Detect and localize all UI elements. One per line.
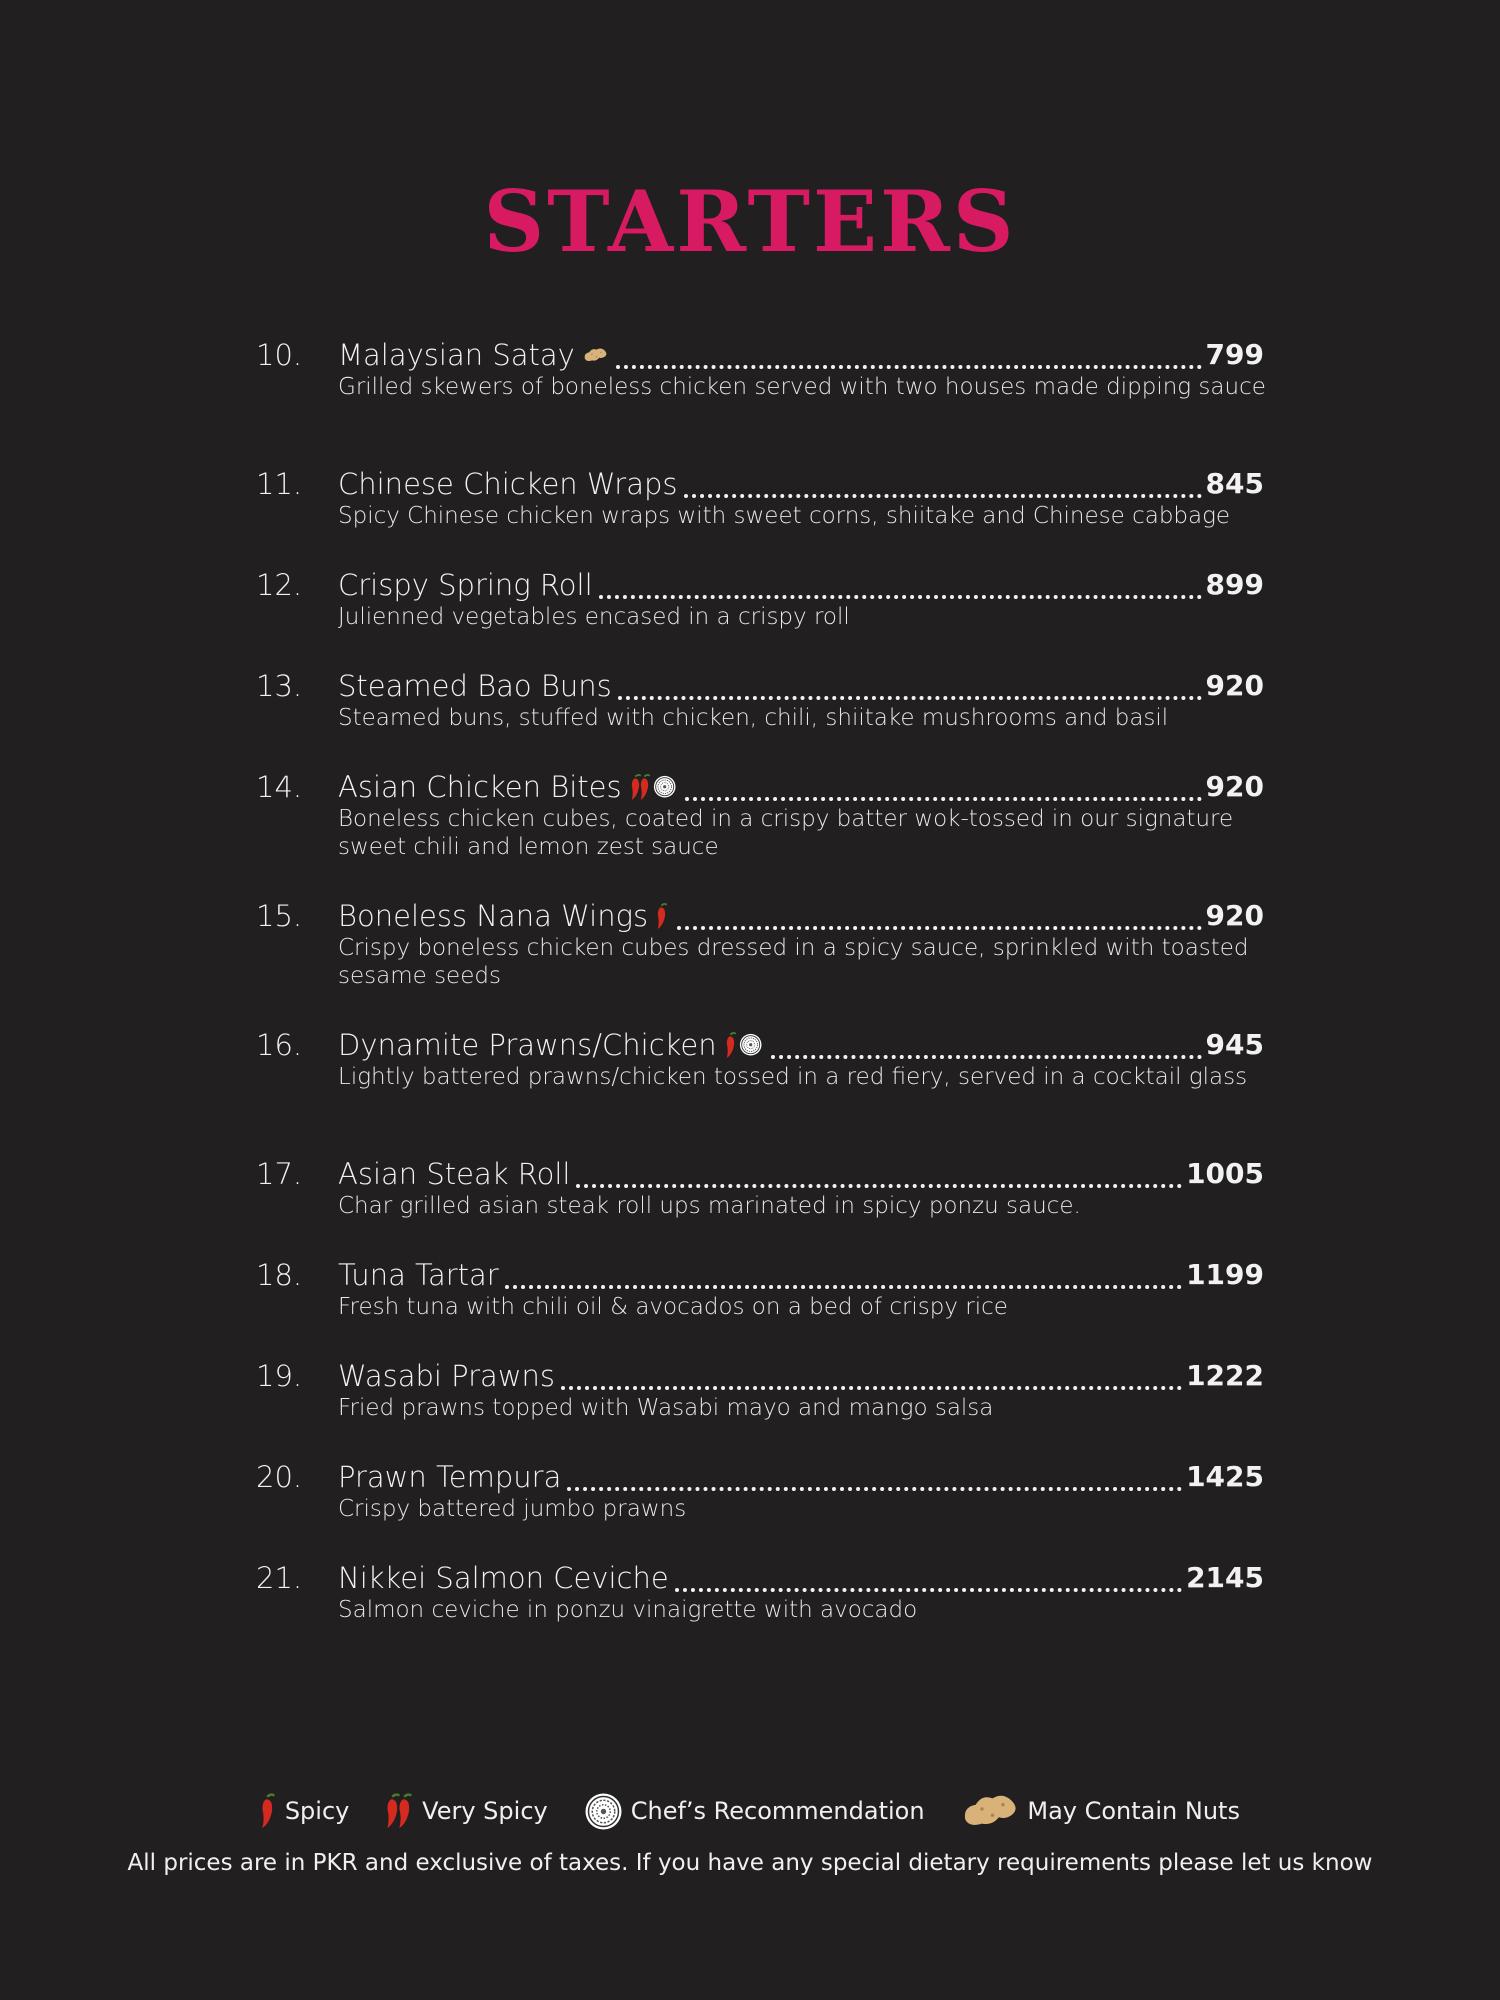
item-number: 13.: [256, 669, 303, 703]
item-name: Dynamite Prawns/Chicken: [338, 1028, 717, 1062]
menu-item: [256, 1154, 1264, 1255]
legend-very-spicy: [385, 1792, 547, 1830]
menu-item: [256, 464, 1264, 565]
legend: [0, 1790, 1500, 1832]
chef-recommendation-icon: [584, 1792, 631, 1831]
dot-leader: [677, 925, 1202, 930]
menu-item: [256, 565, 1264, 666]
item-header: [338, 1558, 1264, 1598]
item-description: Salmon ceviche in ponzu vinaigrette with avocado: [338, 1597, 918, 1623]
item-number: 12.: [256, 568, 303, 602]
page-title: STARTERS: [483, 172, 1017, 271]
menu-item: [256, 1025, 1264, 1154]
chef-recommendation-icon: [653, 775, 676, 798]
menu-item: [256, 767, 1264, 896]
item-name: Malaysian Satay: [338, 338, 575, 372]
item-number: 11.: [256, 467, 303, 501]
item-price: 945: [1205, 1028, 1264, 1061]
dot-leader: [675, 1587, 1182, 1592]
very-spicy-icon: [630, 773, 652, 802]
dot-leader: [616, 364, 1202, 369]
item-header: [338, 1457, 1264, 1497]
item-description: Fresh tuna with chili oil & avocados on a bed of crispy rice: [338, 1294, 1008, 1320]
nut-icon: [961, 1790, 1028, 1832]
nut-icon: [583, 346, 608, 364]
item-description: Boneless chicken cubes, coated in a crispy batter wok-tossed in our signature sweet chili and lemon zest sauce: [338, 806, 1234, 860]
item-name: Nikkei Salmon Ceviche: [338, 1561, 669, 1595]
item-number: 19.: [256, 1359, 303, 1393]
dish-icons: [630, 767, 679, 807]
item-header: [338, 464, 1264, 504]
item-number: 17.: [256, 1157, 303, 1191]
item-header: [338, 1025, 1264, 1065]
dot-leader: [576, 1183, 1182, 1188]
dot-leader: [567, 1486, 1182, 1491]
item-price: 1222: [1186, 1359, 1264, 1392]
item-number: 10.: [256, 338, 303, 372]
item-number: 14.: [256, 770, 303, 804]
item-price: 2145: [1186, 1561, 1264, 1594]
item-name: Prawn Tempura: [338, 1460, 562, 1494]
item-name: Tuna Tartar: [338, 1258, 499, 1292]
dot-leader: [618, 695, 1202, 700]
item-header: [338, 767, 1264, 807]
item-number: 18.: [256, 1258, 303, 1292]
dot-leader: [561, 1385, 1182, 1390]
item-price: 1199: [1186, 1258, 1264, 1291]
dot-leader: [684, 493, 1202, 498]
spicy-icon: [656, 902, 669, 931]
spicy-icon: [725, 1031, 738, 1060]
item-number: 15.: [256, 899, 303, 933]
legend-label: Spicy: [284, 1796, 350, 1825]
item-price: 920: [1205, 770, 1264, 803]
item-name: Steamed Bao Buns: [338, 669, 612, 703]
menu-list: [256, 335, 1264, 1659]
very-spicy-icon: [385, 1792, 422, 1830]
item-number: 16.: [256, 1028, 303, 1062]
item-price: 799: [1205, 338, 1264, 371]
item-header: [338, 1255, 1264, 1295]
item-description: Steamed buns, stuffed with chicken, chili, shiitake mushrooms and basil: [338, 705, 1169, 731]
item-number: 20.: [256, 1460, 303, 1494]
item-header: [338, 565, 1264, 605]
item-description: Lightly battered prawns/chicken tossed in a red fiery, served in a cocktail glass: [338, 1064, 1248, 1090]
dot-leader: [599, 594, 1202, 599]
menu-item: [256, 1356, 1264, 1457]
item-name: Wasabi Prawns: [338, 1359, 556, 1393]
legend-nuts: [961, 1790, 1240, 1832]
item-price: 845: [1205, 467, 1264, 500]
item-header: [338, 1356, 1264, 1396]
item-name: Asian Steak Roll: [338, 1157, 571, 1191]
dish-icons: [583, 335, 610, 375]
item-price: 1005: [1186, 1157, 1264, 1190]
item-description: Crispy boneless chicken cubes dressed in a spicy sauce, sprinkled with toasted sesame seeds: [338, 935, 1249, 989]
spicy-icon: [260, 1792, 285, 1830]
item-description: Fried prawns topped with Wasabi mayo and mango salsa: [338, 1395, 994, 1421]
menu-item: [256, 1558, 1264, 1659]
item-name: Chinese Chicken Wraps: [338, 467, 678, 501]
dot-leader: [771, 1054, 1202, 1059]
item-header: [338, 666, 1264, 706]
dish-icons: [725, 1025, 765, 1065]
dish-icons: [656, 896, 671, 936]
legend-chef-recommendation: [584, 1792, 925, 1831]
item-price: 920: [1205, 669, 1264, 702]
legend-label: Very Spicy: [422, 1796, 548, 1825]
item-price: 1425: [1186, 1460, 1264, 1493]
chef-recommendation-icon: [739, 1033, 762, 1056]
menu-item: [256, 335, 1264, 464]
item-header: [338, 1154, 1264, 1194]
menu-item: [256, 896, 1264, 1025]
dot-leader: [505, 1284, 1182, 1289]
item-description: Julienned vegetables encased in a crispy roll: [338, 604, 850, 630]
item-header: [338, 335, 1264, 375]
item-price: 899: [1205, 568, 1264, 601]
item-price: 920: [1205, 899, 1264, 932]
item-description: Grilled skewers of boneless chicken served with two houses made dipping sauce: [338, 374, 1266, 400]
dot-leader: [685, 796, 1202, 801]
item-header: [338, 896, 1264, 936]
item-description: Crispy battered jumbo prawns: [338, 1496, 687, 1522]
item-name: Boneless Nana Wings: [338, 899, 649, 933]
price-note: All prices are in PKR and exclusive of taxes. If you have any special dietary requirements please let us know: [127, 1850, 1373, 1876]
menu-item: [256, 666, 1264, 767]
item-number: 21.: [256, 1561, 303, 1595]
menu-item: [256, 1457, 1264, 1558]
item-description: Char grilled asian steak roll ups marinated in spicy ponzu sauce.: [338, 1193, 1081, 1219]
legend-label: Chef’s Recommendation: [630, 1797, 925, 1825]
legend-label: May Contain Nuts: [1027, 1797, 1240, 1825]
legend-spicy: [260, 1792, 349, 1830]
menu-item: [256, 1255, 1264, 1356]
item-description: Spicy Chinese chicken wraps with sweet corns, shiitake and Chinese cabbage: [338, 503, 1231, 529]
item-name: Asian Chicken Bites: [338, 770, 622, 804]
item-name: Crispy Spring Roll: [338, 568, 593, 602]
